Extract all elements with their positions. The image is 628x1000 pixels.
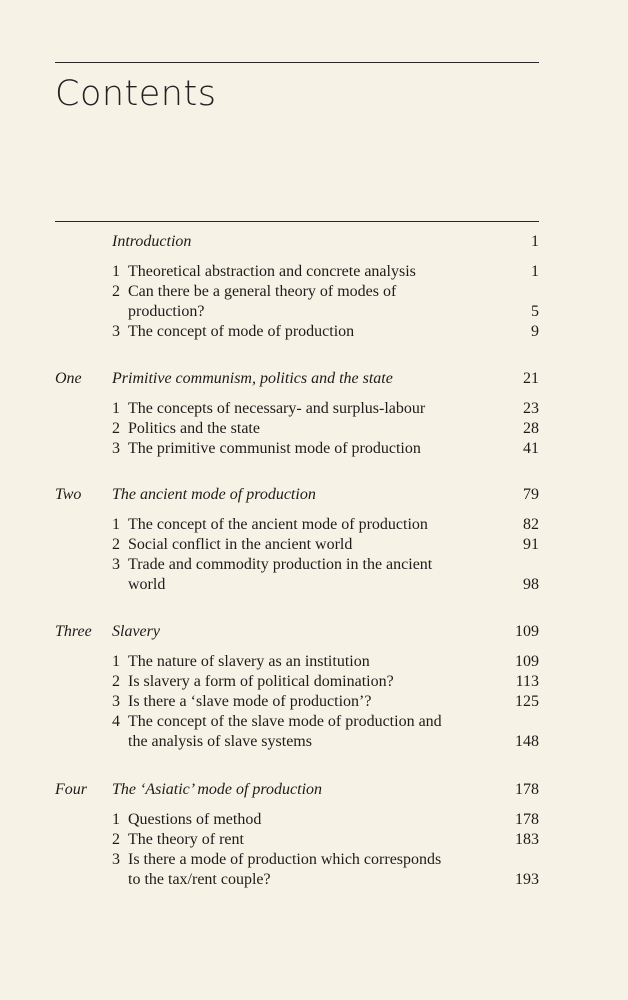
page-number: 193 [515, 871, 539, 888]
item-number: 1 [112, 516, 120, 533]
item-text: the analysis of slave systems [128, 733, 312, 750]
page-number: 23 [523, 400, 539, 417]
chapter-title: The ‘Asiatic’ mode of production [112, 781, 323, 798]
item-text: The concepts of necessary- and surplus-labour [128, 400, 426, 417]
item-text: The theory of rent [128, 831, 244, 848]
chapter-label: Two [55, 486, 82, 503]
chapter-label: Three [55, 623, 92, 640]
item-number: 3 [112, 323, 120, 340]
item-number: 3 [112, 693, 120, 710]
page-number: 1 [531, 233, 539, 250]
item-text: production? [128, 303, 205, 320]
item-number: 3 [112, 851, 120, 868]
page-number: 1 [531, 263, 539, 280]
item-text: Questions of method [128, 811, 262, 828]
item-number: 2 [112, 420, 120, 437]
item-text: The primitive communist mode of production [128, 440, 421, 457]
chapter-label: Four [55, 781, 87, 798]
page-number: 41 [523, 440, 539, 457]
item-number: 1 [112, 653, 120, 670]
page-number: 178 [515, 811, 539, 828]
item-number: 3 [112, 556, 120, 573]
item-text: Is there a ‘slave mode of production’? [128, 693, 372, 710]
page-number: 183 [515, 831, 539, 848]
item-number: 4 [112, 713, 120, 730]
chapter-title: Primitive communism, politics and the state [112, 370, 393, 387]
page-number: 125 [515, 693, 539, 710]
page-number: 98 [523, 576, 539, 593]
item-number: 2 [112, 536, 120, 553]
item-number: 2 [112, 283, 120, 300]
page-number: 79 [523, 486, 539, 503]
item-text: Theoretical abstraction and concrete analysis [128, 263, 416, 280]
page-number: 109 [515, 623, 539, 640]
item-text: world [128, 576, 166, 593]
chapter-title: Slavery [112, 623, 160, 640]
page-number: 28 [523, 420, 539, 437]
page-number: 5 [531, 303, 539, 320]
item-text: Is slavery a form of political domination? [128, 673, 394, 690]
item-number: 2 [112, 831, 120, 848]
page-number: 113 [515, 673, 539, 690]
page-number: 178 [515, 781, 539, 798]
item-text: The nature of slavery as an institution [128, 653, 370, 670]
item-text: The concept of the ancient mode of production [128, 516, 428, 533]
page-number: 109 [515, 653, 539, 670]
item-text: Social conflict in the ancient world [128, 536, 353, 553]
item-text: Politics and the state [128, 420, 260, 437]
item-text: Is there a mode of production which corresponds [128, 851, 442, 868]
item-text: The concept of the slave mode of production and [128, 713, 442, 730]
item-text: Trade and commodity production in the ancient [128, 556, 433, 573]
item-text: The concept of mode of production [128, 323, 355, 340]
page-number: 82 [523, 516, 539, 533]
page-number: 91 [523, 536, 539, 553]
chapter-title: Introduction [112, 233, 192, 250]
chapter-title: The ancient mode of production [112, 486, 316, 503]
chapter-label: One [55, 370, 82, 387]
item-number: 2 [112, 673, 120, 690]
item-text: to the tax/rent couple? [128, 871, 271, 888]
item-number: 3 [112, 440, 120, 457]
page-number: 148 [515, 733, 539, 750]
page-number: 21 [523, 370, 539, 387]
page-number: 9 [531, 323, 539, 340]
item-number: 1 [112, 263, 120, 280]
item-number: 1 [112, 811, 120, 828]
page-title: Contents [55, 74, 217, 114]
item-text: Can there be a general theory of modes of [128, 283, 397, 300]
item-number: 1 [112, 400, 120, 417]
